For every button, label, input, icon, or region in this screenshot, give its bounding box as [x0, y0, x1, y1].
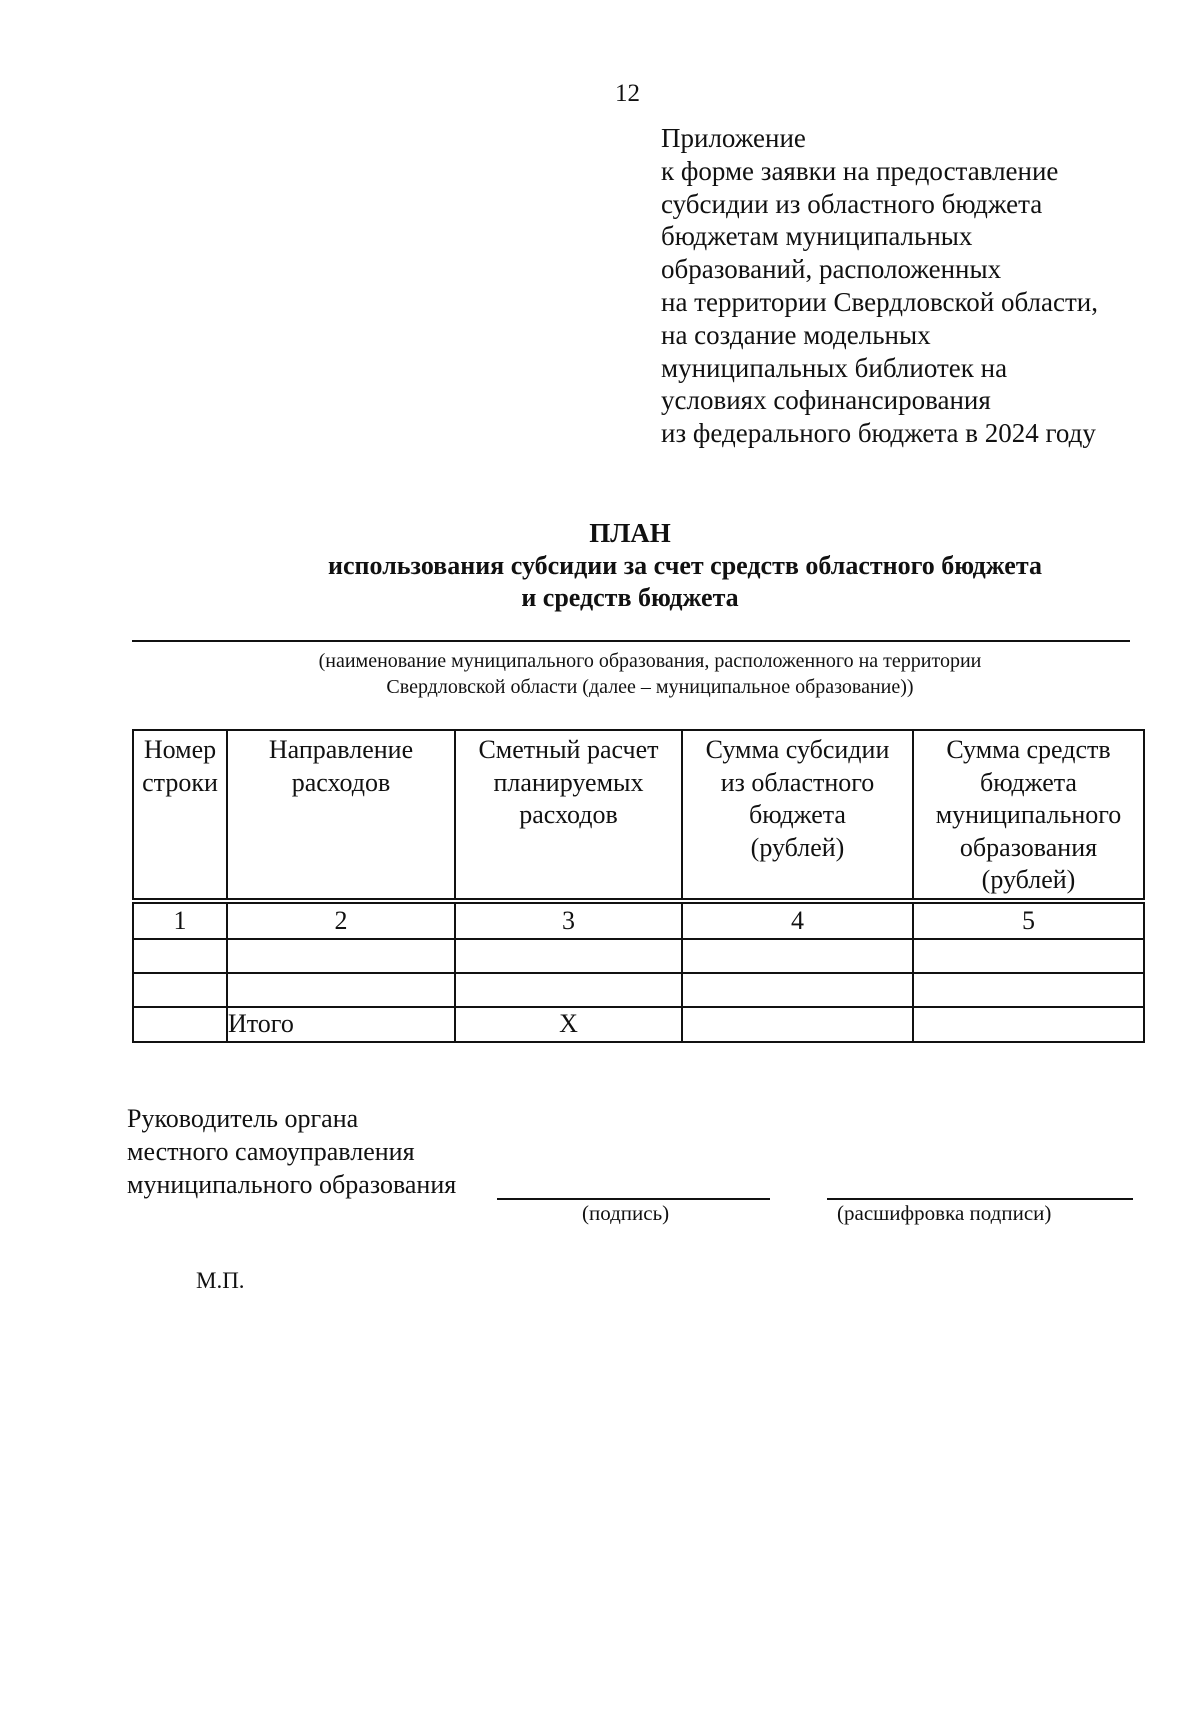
header-cell: Сметный расчет планируемых расходов	[455, 730, 682, 899]
decoding-caption: (расшифровка подписи)	[837, 1201, 1052, 1225]
table-cell[interactable]	[133, 939, 227, 973]
signature-decoding-line[interactable]	[827, 1198, 1133, 1200]
column-number-cell: 4	[682, 903, 913, 939]
total-subsidy-cell[interactable]	[682, 1007, 913, 1042]
annex-line: образований, расположенных	[661, 254, 1002, 285]
signature-line[interactable]	[497, 1198, 770, 1200]
column-number-row	[133, 903, 1144, 939]
total-row	[133, 1007, 1144, 1042]
signatory-line: Руководитель органа	[127, 1104, 359, 1133]
table-cell[interactable]	[913, 973, 1144, 1007]
header-cell: Направление расходов	[227, 730, 455, 899]
annex-line: муниципальных библиотек на	[661, 352, 1008, 383]
table-cell[interactable]	[455, 973, 682, 1007]
table-cell	[133, 1007, 227, 1042]
column-number-cell: 5	[913, 903, 1144, 939]
plan-title: ПЛАН	[589, 518, 671, 548]
header-cell: Сумма субсидии из областного бюджета (рублей)	[682, 730, 913, 899]
signatory-line: муниципального образования	[127, 1170, 457, 1199]
municipality-caption: (наименование муниципального образования, расположенного на территории	[318, 650, 982, 672]
table-row	[133, 939, 1144, 973]
table-cell[interactable]	[455, 939, 682, 973]
annex-line: Приложение	[661, 123, 806, 153]
table-header-row	[133, 730, 1144, 899]
header-cell: Сумма средств бюджета муниципального образования (рублей)	[913, 730, 1144, 899]
annex-line: из федерального бюджета в 2024 году	[661, 418, 1096, 449]
table-cell[interactable]	[913, 939, 1144, 973]
municipality-caption: Свердловской области (далее – муниципальное образование))	[386, 676, 914, 698]
table-row	[133, 973, 1144, 1007]
signatory-title	[127, 1102, 456, 1201]
signatory-line: местного самоуправления	[127, 1137, 415, 1166]
annex-heading	[661, 122, 1098, 450]
seal-place: М.П.	[196, 1268, 245, 1293]
signature-caption: (подпись)	[582, 1201, 670, 1225]
page-number: 12	[615, 80, 640, 107]
annex-line: бюджетам муниципальных	[661, 221, 973, 252]
total-municipal-cell[interactable]	[913, 1007, 1144, 1042]
annex-line: к форме заявки на предоставление	[661, 155, 1059, 186]
plan-subtitle: использования субсидии за счет средств областного бюджета	[328, 551, 1042, 580]
municipality-name-line	[132, 640, 1130, 642]
annex-line: на территории Свердловской области,	[661, 286, 1098, 317]
annex-line: на создание модельных	[661, 319, 931, 350]
column-number-cell: 2	[227, 903, 455, 939]
annex-line: субсидии из областного бюджета	[661, 188, 1043, 219]
total-x-mark: Х	[455, 1007, 682, 1042]
table-cell[interactable]	[227, 973, 455, 1007]
column-number-cell: 3	[455, 903, 682, 939]
column-number-cell: 1	[133, 903, 227, 939]
table-cell[interactable]	[133, 973, 227, 1007]
header-cell: Номер строки	[133, 730, 227, 899]
annex-line: условиях софинансирования	[661, 385, 991, 416]
table-cell[interactable]	[682, 973, 913, 1007]
total-label: Итого	[227, 1007, 455, 1042]
plan-table	[132, 729, 1145, 1043]
table-cell[interactable]	[227, 939, 455, 973]
table-cell[interactable]	[682, 939, 913, 973]
plan-subtitle-line: и средств бюджета	[521, 583, 739, 612]
